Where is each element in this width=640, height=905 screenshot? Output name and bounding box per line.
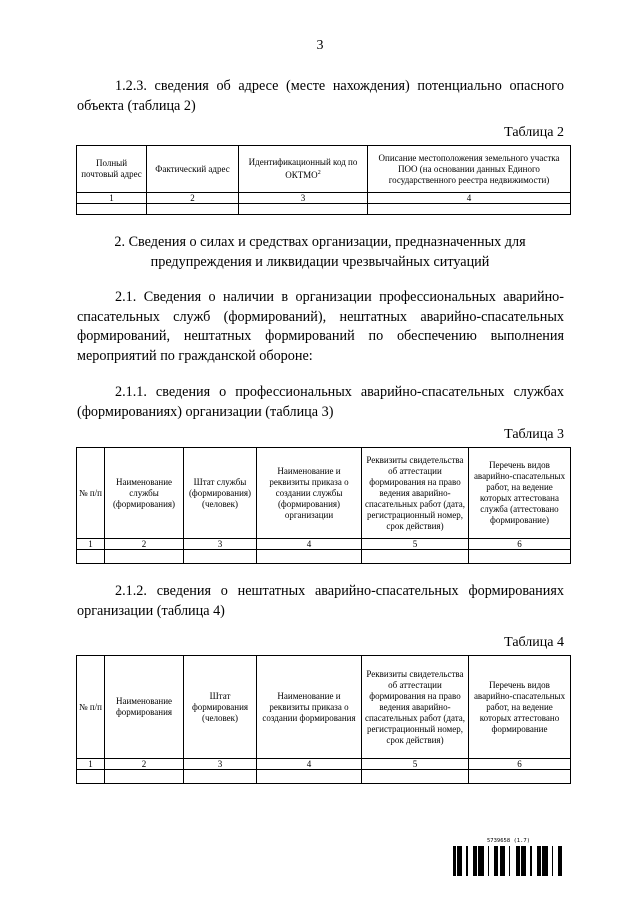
table2-number-cell: 2 bbox=[147, 193, 239, 204]
table4-empty-cell bbox=[184, 770, 257, 784]
paragraph-2-1-1: 2.1.1. сведения о профессиональных аварийно-спасательных службах (формированиях) организации (таблица 3) bbox=[77, 384, 564, 420]
table3-header-cell: Перечень видов аварийно-спасательных работ, на ведение которых аттестована служба (аттестовано формирование) bbox=[469, 448, 571, 539]
table4-number-cell: 6 bbox=[469, 759, 571, 770]
table3-header-row bbox=[77, 448, 571, 539]
table4-header-cell: № п/п bbox=[77, 656, 105, 759]
table3-header-cell: Наименование и реквизиты приказа о создании службы (формирования) организации bbox=[257, 448, 362, 539]
table4-header-cell: Наименование и реквизиты приказа о создании формирования bbox=[257, 656, 362, 759]
paragraph-1-2-3: 1.2.3. сведения об адресе (месте нахождения) потенциально опасного объекта (таблица 2) bbox=[77, 78, 564, 114]
table4-empty-cell bbox=[362, 770, 469, 784]
barcode-number: 5739658 (1.7) bbox=[486, 838, 531, 844]
table4-number-cell: 1 bbox=[77, 759, 105, 770]
table4-number-cell: 4 bbox=[257, 759, 362, 770]
table3-label: Таблица 3 bbox=[504, 427, 564, 442]
table2-number-cell: 1 bbox=[77, 193, 147, 204]
table4-empty-cell bbox=[105, 770, 184, 784]
table2-header-cell: Полный почтовый адрес bbox=[77, 146, 147, 193]
table2-empty-cell bbox=[239, 204, 368, 215]
table3-number-cell: 4 bbox=[257, 539, 362, 550]
table3-empty-cell bbox=[469, 550, 571, 564]
table4-number-row bbox=[77, 759, 571, 770]
table3-header-cell: Штат службы (формирования) (человек) bbox=[184, 448, 257, 539]
table2-header-cell: Фактический адрес bbox=[147, 146, 239, 193]
table2-header-cell: Описание местоположения земельного участка ПОО (на основании данных Единого государственного реестра недвижимости) bbox=[368, 146, 571, 193]
table3-number-cell: 6 bbox=[469, 539, 571, 550]
table2-number-row bbox=[77, 193, 571, 204]
table2-empty-row bbox=[77, 204, 571, 215]
table3-number-row bbox=[77, 539, 571, 550]
paragraph-2-1: 2.1. Сведения о наличии в организации профессиональных аварийно-спасательных служб (формирований), нештатных аварийно-спасательных формирований, нештатных формирований по обеспечению выполнения мероприятий по гражданской обороне: bbox=[77, 289, 564, 364]
table2-header-row bbox=[77, 146, 571, 193]
barcode-icon bbox=[453, 846, 564, 876]
table4-empty-cell bbox=[257, 770, 362, 784]
table4-number-cell: 2 bbox=[105, 759, 184, 770]
table3-number-cell: 5 bbox=[362, 539, 469, 550]
table3-empty-row bbox=[77, 550, 571, 564]
table3-number-cell: 1 bbox=[77, 539, 105, 550]
table4-empty-cell bbox=[469, 770, 571, 784]
table-2 bbox=[76, 145, 571, 215]
table3-number-cell: 2 bbox=[105, 539, 184, 550]
table3-empty-cell bbox=[362, 550, 469, 564]
paragraph-2-1-2: 2.1.2. сведения о нештатных аварийно-спасательных формированиях организации (таблица 4) bbox=[77, 583, 564, 619]
table2-oktmo-footnote: 2 bbox=[317, 170, 321, 176]
table2-label: Таблица 2 bbox=[504, 125, 564, 140]
table3-number-cell: 3 bbox=[184, 539, 257, 550]
table3-header-cell: Наименование службы (формирования) bbox=[105, 448, 184, 539]
table3-empty-cell bbox=[77, 550, 105, 564]
page-number: 3 bbox=[316, 38, 324, 53]
table3-empty-cell bbox=[105, 550, 184, 564]
table2-number-cell: 3 bbox=[239, 193, 368, 204]
table4-number-cell: 3 bbox=[184, 759, 257, 770]
table2-oktmo-text: Идентификационный код по ОКТМО bbox=[248, 157, 358, 180]
table4-header-row bbox=[77, 656, 571, 759]
table2-header-cell bbox=[239, 146, 368, 193]
table4-header-cell: Штат формирования (человек) bbox=[184, 656, 257, 759]
table4-empty-row bbox=[77, 770, 571, 784]
table4-number-cell: 5 bbox=[362, 759, 469, 770]
table4-header-cell: Наименование формирования bbox=[105, 656, 184, 759]
table2-empty-cell bbox=[368, 204, 571, 215]
table4-header-cell: Перечень видов аварийно-спасательных работ, на ведение которых аттестовано формирование bbox=[469, 656, 571, 759]
table4-label: Таблица 4 bbox=[504, 635, 564, 650]
table3-empty-cell bbox=[184, 550, 257, 564]
section-2-title: 2. Сведения о силах и средствах организации, предназначенных для предупреждения и ликвидации чрезвычайных ситуаций bbox=[114, 234, 526, 270]
table4-empty-cell bbox=[77, 770, 105, 784]
table2-empty-cell bbox=[77, 204, 147, 215]
table2-number-cell: 4 bbox=[368, 193, 571, 204]
table2-empty-cell bbox=[147, 204, 239, 215]
table-4 bbox=[76, 655, 571, 784]
table-3 bbox=[76, 447, 571, 564]
table3-header-cell: № п/п bbox=[77, 448, 105, 539]
table4-header-cell: Реквизиты свидетельства об аттестации формирования на право ведения аварийно-спасательных работ (дата, регистрационный номер, срок действия) bbox=[362, 656, 469, 759]
table3-empty-cell bbox=[257, 550, 362, 564]
table3-header-cell: Реквизиты свидетельства об аттестации формирования на право ведения аварийно-спасательных работ (дата, регистрационный номер, срок действия) bbox=[362, 448, 469, 539]
